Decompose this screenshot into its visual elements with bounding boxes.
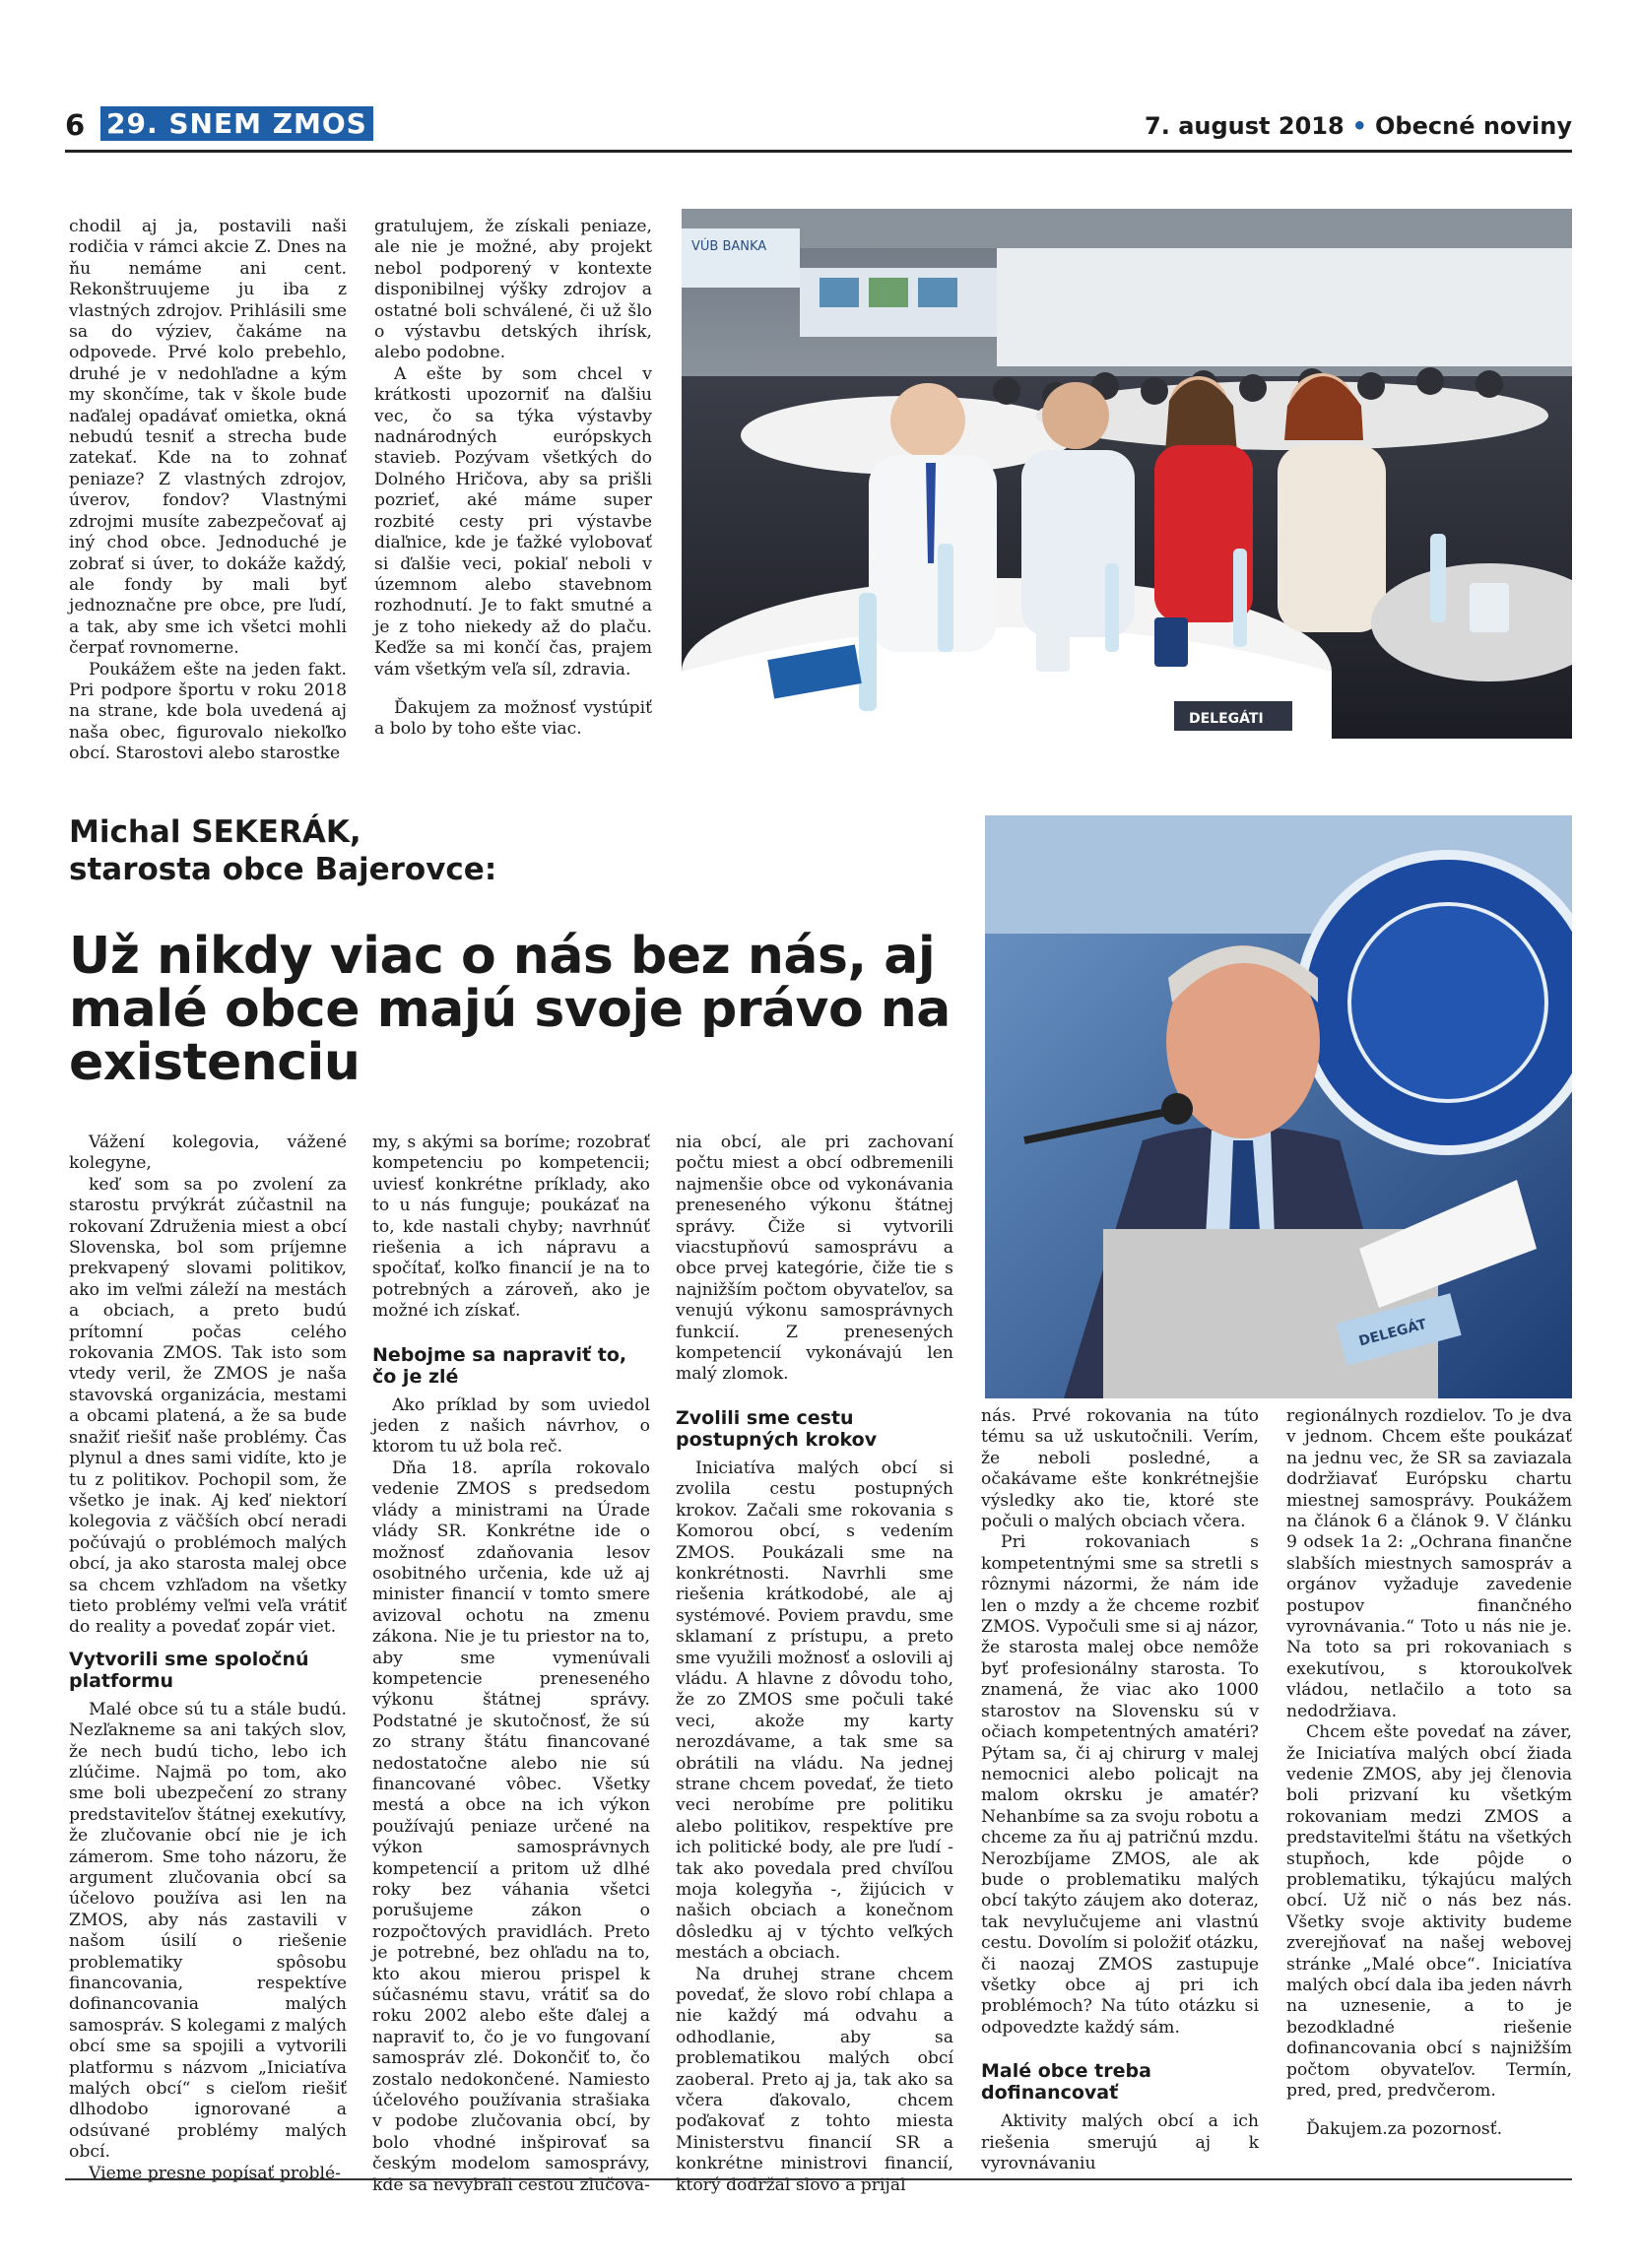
- bank-sign: VÚB BANKA: [691, 239, 767, 254]
- paragraph: gratulujem, že získali peniaze, ale nie je možné, aby projekt nebol podporený v kontexte disponibilnej výšky zdrojov a ostatné boli schválené, či už šlo o výstavbu detských ihrísk, alebo podobne.: [374, 217, 652, 363]
- dateline: [1145, 112, 1572, 140]
- page-header: [65, 106, 1572, 153]
- article-column-2: [372, 1133, 650, 2196]
- separator-dot: •: [1351, 112, 1368, 140]
- paragraph: Vieme presne popísať problé-: [89, 2163, 341, 2183]
- article-column-1: [69, 1133, 347, 2184]
- speaker-photo: [985, 815, 1572, 1398]
- paragraph: Ďakujem.za pozornosť.: [1306, 2119, 1503, 2140]
- paragraph: keď som sa po zvolení za starostu prvýkrát zúčastnil na rokovaní Združenia miest a obcí Slovenska, bol som príjemne prekvapený slovami politikov, ako im veľmi záleží na mestách a obciach, a preto budú prítomní počas celého rokovania ZMOS. Tak isto som vtedy veril, že ZMOS je naša stavovská organizácia, mestami a obcami platená, a že sa bude snažiť riešiť naše problémy. Čas plynul a dnes sami vidíte, kto je tu z politikov. Pochopil som, že všetko je inak. Aj keď niektorí kolegovia z väčších obcí neradi počúvajú o problémoch malých obcí, ja ako starosta malej obce sa chcem vzhľadom na všetky tieto problémy veľmi veľa vrátiť do reality a povedať zopár viet.: [69, 1174, 347, 1638]
- subheading: Malé obce treba dofinancovať: [981, 2060, 1151, 2105]
- delegate-card-label: DELEGÁT: [1356, 1316, 1429, 1350]
- subheading: Zvolili sme cestu postupných krokov: [676, 1406, 878, 1451]
- article-column-4: [981, 1406, 1259, 2174]
- paragraph: Ďakujem za možnosť vystúpiť a bolo by toho ešte viac.: [374, 697, 652, 740]
- paragraph: nás. Prvé rokovania na túto tému sa už uskutočnili. Verím, že neboli posledné, a očakávame ešte konkrétnejšie výsledky ako tie, ktoré ste počuli o malých obciach včera.: [981, 1406, 1259, 1532]
- paragraph: Aktivity malých obcí a ich riešenia smerujú aj k vyrovnávaniu: [981, 2111, 1259, 2173]
- paragraph: Na druhej strane chcem povedať, že slovo robí chlapa a nie každý má odvahu a odhodlanie, aby sa problematikou malých obcí zaoberal. Preto aj ja, tak ako sa včera ďakovalo, chcem poďakovať z tohto miesta Ministerstvu financií SR a konkrétne ministrovi financií, ktorý dodržal slovo a prijal: [676, 1964, 953, 2195]
- article-column-5: [1286, 1406, 1572, 2141]
- paragraph: Vážení kolegovia, vážené kolegyne,: [69, 1133, 347, 1174]
- top-article-column-2: [374, 217, 652, 741]
- paragraph: my, s akými sa boríme; rozobrať kompetenciu po kompetencii; uviesť konkrétne príklady, ako to u nás funguje; poukázať na to, kde nastali chyby; navrhnúť riešenia a ich nápravu a spočítať, koľko financií je na to potrebných a zároveň, ako je možné ich získať.: [372, 1133, 650, 1322]
- article-column-3: [676, 1133, 953, 2196]
- author-role: starosta obce Bajerovce:: [69, 852, 497, 887]
- top-article-column-1: [69, 217, 347, 765]
- subheading: Nebojme sa napraviť to, čo je zlé: [372, 1343, 627, 1388]
- bottom-rule: [65, 2178, 1572, 2180]
- paragraph: A ešte by som chcel v krátkosti upozorniť na ďalšiu vec, čo sa týka výstavby nadnárodných európskych stavieb. Pozývam všetkých do Dolného Hričova, aby sa prišli pozrieť, aké máme super rozbité cesty pri výstavbe diaľnice, kde je ťažké vylobovať si ďalšie veci, pokiaľ neboli v územnom alebo stavebnom rozhodnutí. Je to fakt smutné a je z toho niekedy až do plaču. Keďže sa mi končí čas, prajem vám všetkým veľa síl, zdravia.: [374, 363, 652, 680]
- paragraph: Ako príklad by som uviedol jeden z našich návrhov, o ktorom tu už bola reč.: [372, 1394, 650, 1458]
- article-headline: Už nikdy viac o nás bez nás, aj malé obce majú svoje právo na existenciu: [69, 927, 951, 1092]
- table-card-label: DELEGÁTI: [1189, 711, 1264, 727]
- paragraph: chodil aj ja, postavili naši rodičia v rámci akcie Z. Dnes na ňu nemáme ani cent. Rekonštruujeme ju iba z vlastných zdrojov. Prihlásili sme sa do výziev, čakáme na odpovede. Prvé kolo prebehlo, druhé je v nedohľadne a kým my skončíme, tak v škole bude naďalej opadávať omietka, okná nebudú tesniť a strecha bude zatekať. Kde na to zohnať peniaze? Z vlastných zdrojov, úverov, fondov? Vlastnými zdrojmi musíte zabezpečovať aj iný chod obce. Jednoduché je zobrať si úver, to dokáže každý, ale fondy by mali byť jednoznačne pre obce, pre ľudí, a tak, aby sme ich všetci mohli čerpať rovnomerne.: [69, 217, 347, 659]
- publication-name: Obecné noviny: [1375, 112, 1572, 140]
- page-number: 6: [65, 108, 86, 142]
- issue-date: 7. august 2018: [1145, 112, 1345, 140]
- paragraph: Dňa 18. apríla rokovalo vedenie ZMOS s predsedom vlády a ministrami na Úrade vlády SR. Konkrétne ide o možnosť zdaňovania lesov osobitného určenia, kde už aj minister financií v tomto smere avizoval ochotu na zmenu zákona. Nie je tu priestor na to, aby sme vymenúvali kompetencie preneseného výkonu štátnej správy. Podstatné je skutočnosť, že sú zo strany štátu financované nedostatočne alebo nie sú financované vôbec. Všetky mestá a obce na ich výkon používajú peniaze určené na výkon samosprávnych kompetencií a pritom už dlhé roky bez váhania všetci porušujeme zákon o rozpočtových pravidlách. Preto je potrebné, bez ohľadu na to, kto akou mierou prispel k súčasnému stavu, vrátiť sa do roku 2002 alebo ešte ďalej a napraviť to, čo je vo fungovaní samospráv zlé. Dokončiť to, čo zostalo nedokončené. Namiesto účelového používania strašiaka v podobe zlučovania obcí, by bolo vhodné inšpirovať sa českým modelom samosprávy, kde sa nevybrali cestou zlučova-: [372, 1458, 650, 2195]
- paragraph: Poukážem ešte na jeden fakt. Pri podpore športu v roku 2018 na strane, kde bola uvedená aj naša obec, figurovalo niekoľko obcí. Starostovi alebo starostke: [69, 659, 347, 764]
- paragraph: Malé obce sú tu a stále budú. Nezľakneme sa ani takých slov, že nech budú ticho, lebo ich zlúčime. Najmä po tom, ako sme boli ubezpečení zo strany predstaviteľov štátnej exekutívy, že zlučovanie obcí nie je ich zámerom. Sme toho názoru, že argument zlučovania obcí sa účelovo používa asi len na ZMOS, aby nás zastavili v našom úsilí o riešenie problematiky spôsobu financovania, respektíve dofinancovania malých samospráv. S kolegami z malých obcí sme sa spojili a vytvorili platformu s názvom „Iniciatíva malých obcí“ s cieľom riešiť dlhodobo ignorované a odsúvané problémy malých obcí.: [69, 1699, 347, 2163]
- author-byline: [69, 813, 496, 888]
- author-name: Michal SEKERÁK,: [69, 814, 361, 850]
- delegates-photo: [682, 209, 1572, 739]
- subheading: Vytvorili sme spoločnú platformu: [69, 1648, 309, 1692]
- paragraph: Iniciatíva malých obcí si zvolila cestu postupných krokov. Začali sme rokovania s Komorou obcí, s vedením ZMOS. Poukázali sme na konkrétnosti. Navrhli sme riešenia krátkodobé, ale aj systémové. Poviem pravdu, sme sklamaní z prístupu, a preto sme využili možnosť a oslovili aj vládu. A hlavne z dôvodu toho, že zo ZMOS sme počuli také veci, akože my karty nerozdávame, a tak sme sa obrátili na vládu. Na jednej strane chcem povedať, že tieto veci nerobíme pre politiku alebo politikov, respektíve pre ich politické body, ale pre ľudí - tak ako povedala pred chvíľou moja kolegyňa -, žijúcich v našich obciach a konečnom dôsledku aj v týchto veľkých mestách a obciach.: [676, 1458, 953, 1964]
- paragraph: Pri rokovaniach s kompetentnými sme sa stretli s rôznymi názormi, že nám ide len o mzdy a že chceme rozbiť ZMOS. Vypočuli sme si aj názor, že starosta malej obce nemôže byť profesionálny starosta. To znamená, že viac ako 1000 starostov na Slovensku sú v očiach kompetentných amatéri? Pýtam sa, či aj chirurg v malej nemocnici alebo policajt na malom okrsku je amatér? Nehanbíme sa za svoju robotu a chceme za ňu aj patričnú mzdu. Nerozbíjame ZMOS, ale ak bude o problematiku malých obcí takýto záujem ako doteraz, tak nevylučujeme ani vlastnú cestu. Dovolím si položiť otázku, či naozaj ZMOS zastupuje všetky obce aj pri ich problémoch? Na túto otázku si odpovedzte každý sám.: [981, 1532, 1259, 2038]
- paragraph: regionálnych rozdielov. To je dva v jednom. Chcem ešte poukázať na jednu vec, že SR sa zaviazala dodržiavať Európsku chartu miestnej samosprávy. Poukážem na článok 6 a článok 9. V článku 9 odsek 1a 2: „Ochrana finančne slabších miestnych samospráv a orgánov vyžaduje zavedenie postupov finančného vyrovnávania.“ Toto u nás nie je. Na toto sa pri rokovaniach s exekutívou, s ktoroukoľvek vládou, netlačilo a toto sa nedodržiava.: [1286, 1406, 1572, 1721]
- section-label: 29. SNEM ZMOS: [100, 106, 373, 141]
- paragraph: nia obcí, ale pri zachovaní počtu miest a obcí odbremenili najmenšie obce od vykonávania preneseného výkonu štátnej správy. Čiže si vytvorili viacstupňovú samosprávu a obce prvej kategórie, čiže tie s najnižším počtom obyvateľov, sa venujú výkonu samosprávnych funkcií. Z prenesených kompetencií vykonávajú len malý zlomok.: [676, 1133, 953, 1385]
- paragraph: Chcem ešte povedať na záver, že Iniciatíva malých obcí žiada vedenie ZMOS, aby jej členovia boli prizvaní ku všetkým rokovaniam medzi ZMOS a predstaviteľmi štátu na všetkých stupňoch, kde pôjde o problematiku, týkajúcu malých obcí. Už nič o nás bez nás. Všetky svoje aktivity budeme zverejňovať na našej webovej stránke „Malé obce“. Iniciatíva malých obcí dala iba jeden návrh na uznesenie, a to je bezodkladné riešenie dofinancovania obcí s najnižším počtom obyvateľov. Termín, pred, pred, predvčerom.: [1286, 1722, 1572, 2101]
